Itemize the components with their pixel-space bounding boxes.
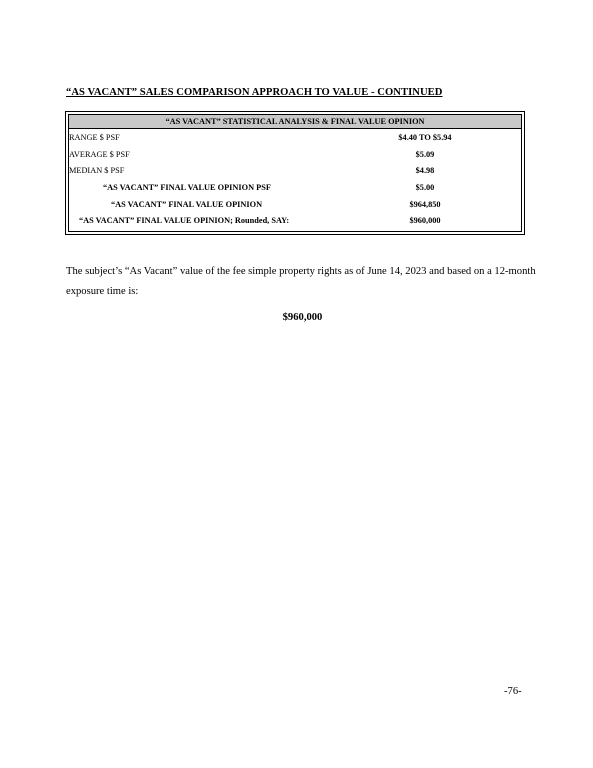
table-row (69, 180, 521, 197)
final-value: $960,000 (282, 312, 323, 323)
page-number: -76- (504, 686, 522, 697)
row-value-median: $4.98 (415, 166, 435, 176)
value-opinion-table (65, 111, 525, 235)
row-label-final-psf: “AS VACANT” FINAL VALUE OPINION PSF (103, 183, 271, 193)
row-value-final-value: $964,850 (409, 199, 441, 209)
row-label-final-value: “AS VACANT” FINAL VALUE OPINION (111, 199, 263, 209)
row-value-average: $5.09 (415, 149, 435, 159)
row-label-median: MEDIAN $ PSF (69, 166, 125, 176)
table-row (69, 197, 521, 214)
table-row (69, 213, 521, 230)
row-value-range: $4.40 TO $5.94 (398, 133, 452, 142)
table-row (69, 147, 521, 164)
section-heading: “AS VACANT” SALES COMPARISON APPROACH TO VALUE - CONTINUED (66, 87, 443, 98)
table-row (69, 130, 521, 147)
row-label-range: RANGE $ PSF (69, 133, 120, 142)
table-row (69, 163, 521, 180)
value-opinion-table-inner (68, 114, 522, 232)
row-label-final-rounded: “AS VACANT” FINAL VALUE OPINION; Rounded, SAY: (79, 216, 290, 226)
table-header: “AS VACANT” STATISTICAL ANALYSIS & FINAL VALUE OPINION (69, 115, 521, 129)
value-statement-paragraph: The subject’s “As Vacant” value of the fee simple property rights as of June 14, 2023 and based on a 12-month exposure time is: (66, 266, 536, 297)
row-value-final-psf: $5.00 (415, 183, 435, 193)
row-value-final-rounded: $960,000 (409, 216, 441, 226)
row-label-average: AVERAGE $ PSF (69, 149, 130, 159)
